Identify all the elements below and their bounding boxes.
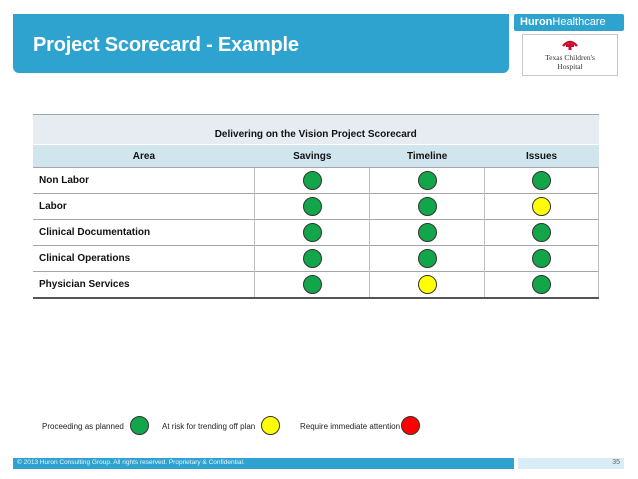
status-indicator — [532, 171, 551, 190]
status-indicator — [532, 223, 551, 242]
legend-yellow-label: At risk for trending off plan — [162, 422, 256, 431]
row-area: Clinical Operations — [33, 246, 255, 272]
huron-logo-rest: Healthcare — [552, 16, 606, 28]
column-header-area: Area — [33, 145, 255, 168]
huron-healthcare-logo — [514, 14, 624, 31]
texas-childrens-logo — [522, 34, 618, 76]
status-indicator — [418, 223, 437, 242]
page-number-bar — [518, 458, 624, 469]
status-indicator — [532, 275, 551, 294]
column-header-issues: Issues — [485, 145, 599, 168]
hospital-cross-icon — [561, 37, 579, 53]
legend-green-dot — [130, 416, 149, 435]
copyright-text: © 2013 Huron Consulting Group. All rights reserved. Proprietary & Confidential. — [17, 459, 245, 466]
status-indicator — [303, 223, 322, 242]
table-row — [33, 220, 599, 246]
table-caption: Delivering on the Vision Project Scorecard — [33, 115, 599, 145]
status-indicator — [418, 197, 437, 216]
table-row — [33, 168, 599, 194]
page-number: 35 — [612, 459, 620, 466]
table-caption-row — [33, 115, 599, 145]
legend-green-label: Proceeding as planned — [42, 422, 124, 431]
footer-bar — [13, 458, 514, 469]
table-row — [33, 272, 599, 299]
status-indicator — [303, 275, 322, 294]
row-area: Clinical Documentation — [33, 220, 255, 246]
status-indicator — [418, 171, 437, 190]
status-indicator — [303, 171, 322, 190]
legend-yellow-dot — [261, 416, 280, 435]
status-legend — [0, 416, 638, 440]
column-header-savings: Savings — [255, 145, 370, 168]
status-indicator — [418, 249, 437, 268]
table-header-row — [33, 145, 599, 168]
hospital-name-line2: Hospital — [557, 61, 583, 71]
legend-red-label: Require immediate attention — [300, 422, 401, 431]
status-indicator — [303, 197, 322, 216]
page-title: Project Scorecard - Example — [33, 34, 299, 56]
legend-red-dot — [401, 416, 420, 435]
status-indicator — [532, 197, 551, 216]
huron-logo-bold: Huron — [520, 16, 553, 28]
row-area: Physician Services — [33, 272, 255, 299]
status-indicator — [418, 275, 437, 294]
table-row — [33, 194, 599, 220]
column-header-timeline: Timeline — [370, 145, 485, 168]
status-indicator — [303, 249, 322, 268]
title-banner — [13, 14, 509, 73]
row-area: Labor — [33, 194, 255, 220]
row-area: Non Labor — [33, 168, 255, 194]
table-row — [33, 246, 599, 272]
logo-area — [514, 14, 624, 73]
status-indicator — [532, 249, 551, 268]
scorecard-table — [33, 114, 599, 299]
hospital-name-line1: Texas Children's — [545, 53, 595, 62]
